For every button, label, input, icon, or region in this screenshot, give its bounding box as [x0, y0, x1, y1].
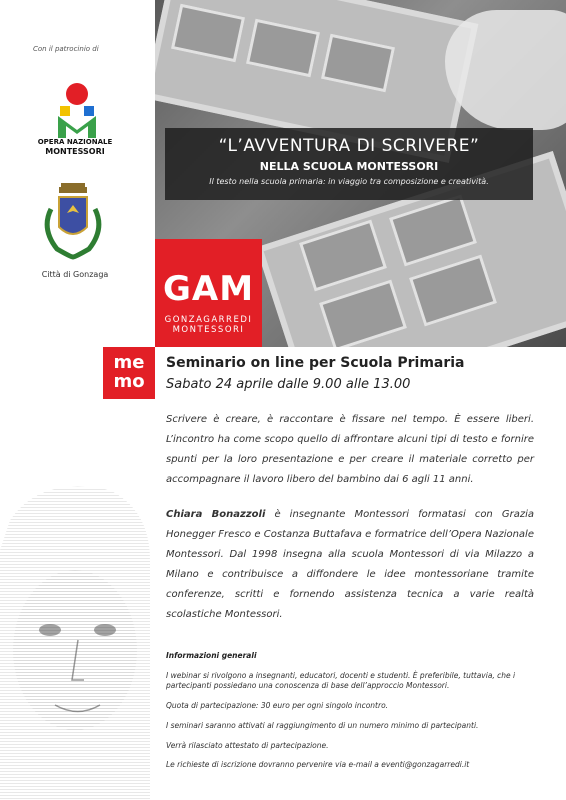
info-item: I webinar si rivolgono a insegnanti, educatori, docenti e studenti. È preferibile, tuttavia, che i partecipanti possiedano una conoscenza di base dell’approccio Montessori.: [166, 671, 516, 690]
info-heading: Informazioni generali: [166, 651, 257, 660]
speaker-bio: [166, 505, 534, 625]
info-item: Verrà rilasciato attestato di partecipazione.: [166, 741, 329, 750]
gam-logo-block: [155, 239, 262, 347]
gonzaga-crest: [37, 183, 109, 268]
patronage-label: Con il patrocinio di: [33, 45, 99, 53]
maria-montessori-portrait: [0, 480, 160, 800]
intro-paragraph: Scrivere è creare, è raccontare è fissare nel tempo. È essere liberi. L’incontro ha come scopo quello di affrontare alcuni tipi di testo e fornire spunti per la loro presentazione e per creare il materiale corretto per accompagnare il lavoro libero del bambino dai 6 agli 11 anni.: [166, 414, 534, 485]
event-subtitle: NELLA SCUOLA MONTESSORI: [259, 160, 439, 173]
info-contact: Le richieste di iscrizione dovranno pervenire via e-mail a eventi@gonzagarredi.it: [166, 760, 470, 769]
speaker-name: Chiara Bonazzoli: [166, 509, 266, 520]
speaker-bio-text: è insegnante Montessori formatasi con Grazia Honegger Fresco e Costanza Buttafava e formatrice dell’Opera Nazionale Montessori. Dal 1998 insegna alla scuola Montessori di via Milazzo a Milano e contribuisce a diffondere le idee montessoriane tramite conferenze, scritti e fornendo assistenza tecnica a varie realtà scolastiche Montessori.: [166, 509, 534, 620]
info-item: I seminari saranno attivati al raggiungimento di un numero minimo di partecipanti.: [166, 721, 479, 730]
event-tagline: Il testo nella scuola primaria: in viaggio tra composizione e creatività.: [209, 177, 489, 186]
seminar-date: Sabato 24 aprile dalle 9.00 alle 13.00: [166, 377, 411, 392]
onm-logo-text: [30, 138, 120, 156]
gam-name-line2: MONTESSORI: [172, 325, 245, 335]
onm-line2: MONTESSORI: [45, 147, 105, 156]
memo-logo-top: me: [113, 352, 145, 373]
onm-line1: OPERA NAZIONALE: [37, 138, 113, 146]
info-item: Quota di partecipazione: 30 euro per ogni singolo incontro.: [166, 701, 389, 710]
city-of-gonzaga-label: Città di Gonzaga: [41, 270, 109, 279]
event-title-box: [165, 128, 533, 200]
seminar-title: Seminario on line per Scuola Primaria: [166, 355, 465, 371]
gam-logo: GAM: [162, 269, 255, 309]
event-title: “L’AVVENTURA DI SCRIVERE”: [218, 136, 480, 156]
memo-logo: [103, 347, 155, 399]
opera-nazionale-montessori-logo: [52, 82, 102, 142]
memo-logo-bottom: mo: [113, 371, 145, 392]
gam-name-line1: GONZAGARREDI: [164, 315, 253, 325]
